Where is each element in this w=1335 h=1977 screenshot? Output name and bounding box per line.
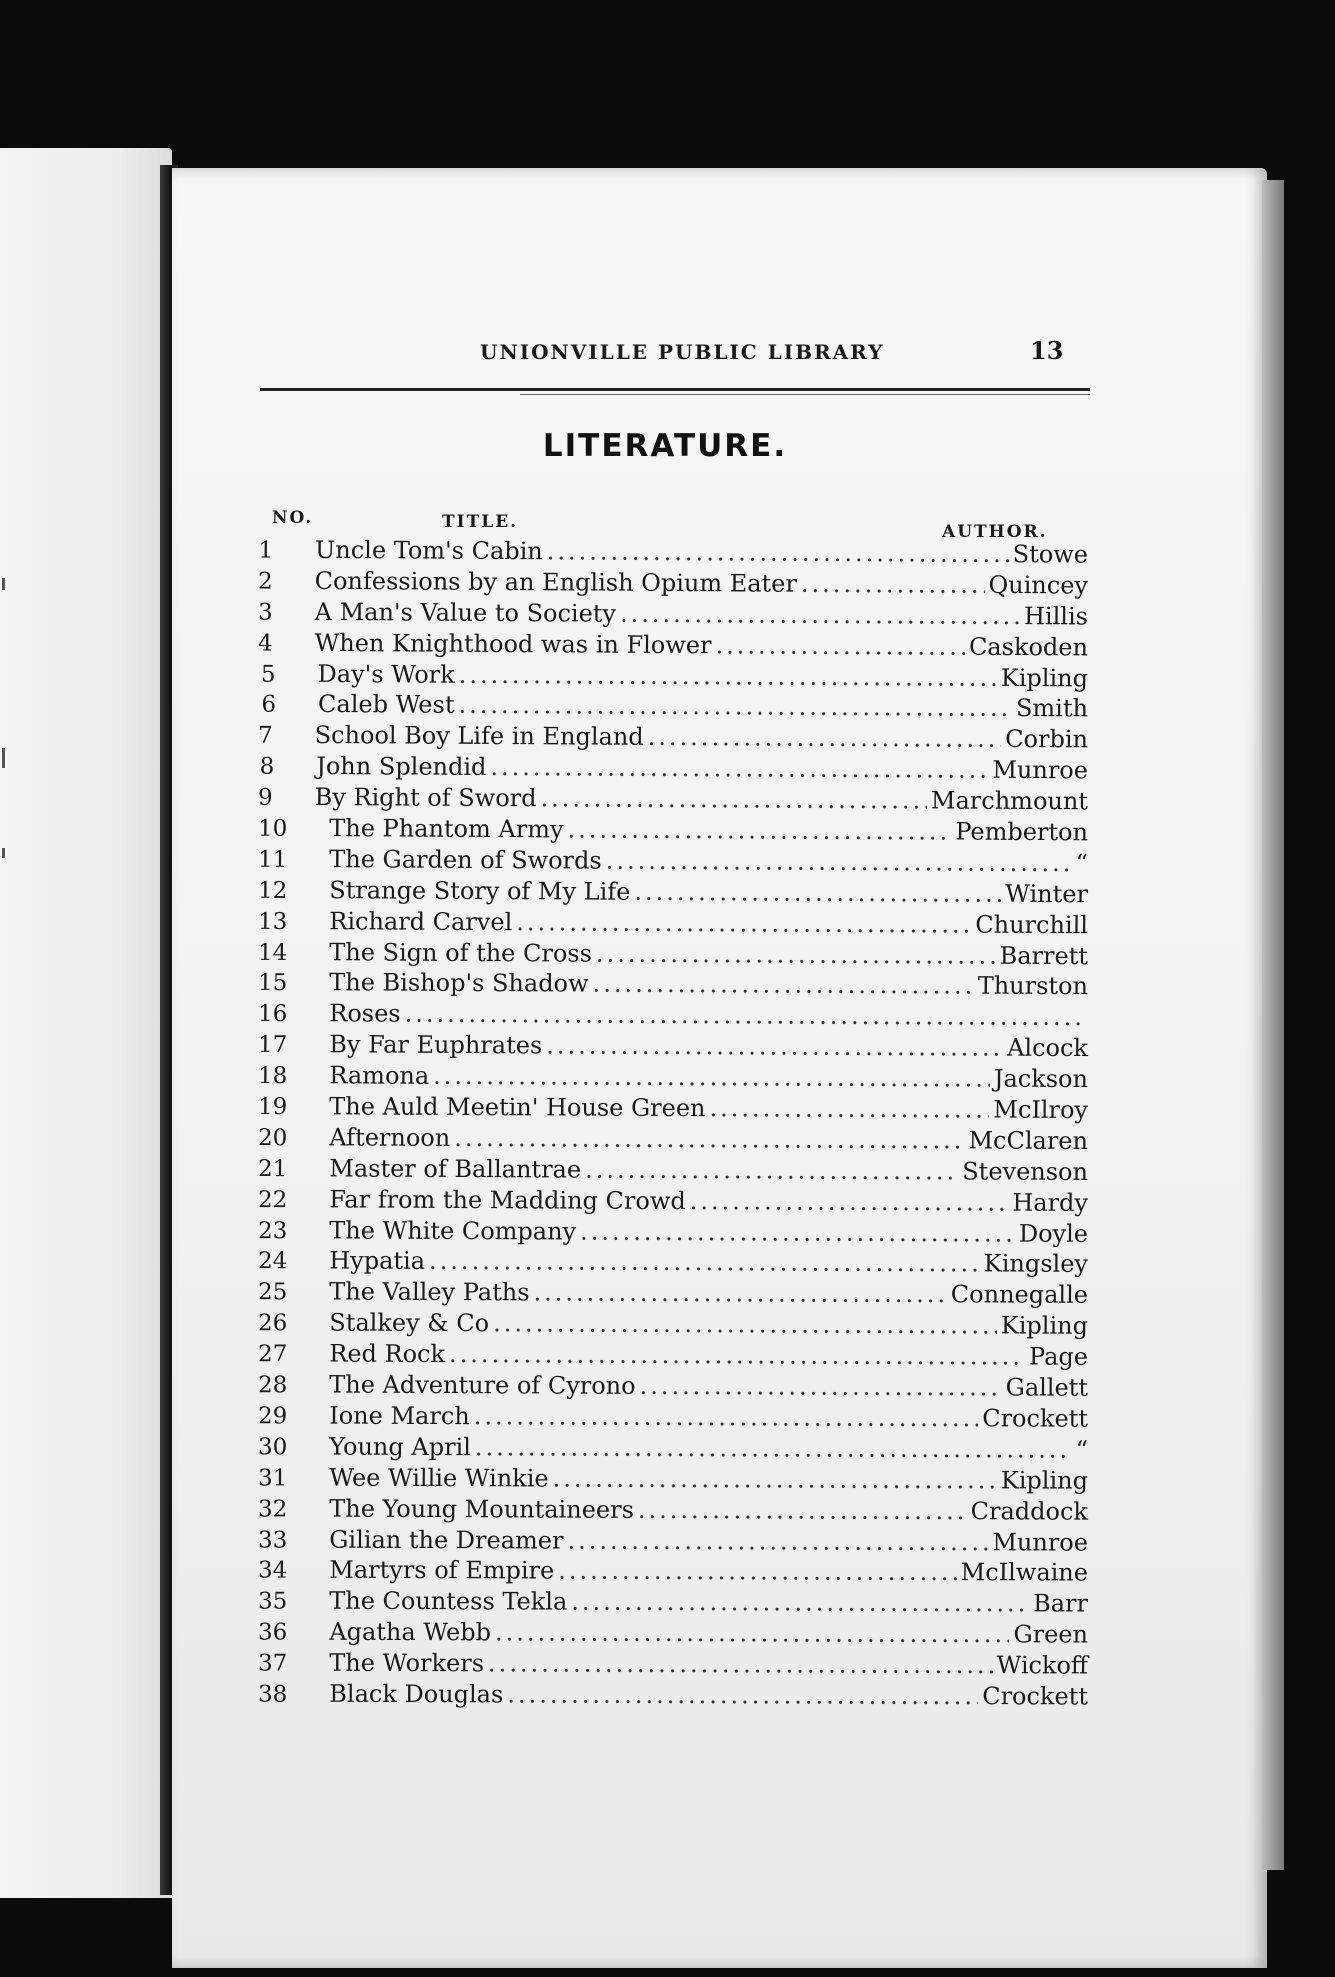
dot-leader xyxy=(458,691,1012,722)
dot-leader xyxy=(558,1557,957,1587)
page-edge xyxy=(1262,180,1284,1870)
entry-title: Martyrs of Empire xyxy=(329,1556,555,1585)
list-item xyxy=(258,1308,1088,1343)
dot-leader xyxy=(620,599,1020,629)
entry-title: The Bishop's Shadow xyxy=(329,968,589,999)
entry-number: 28 xyxy=(257,1372,288,1399)
list-item xyxy=(258,937,1088,972)
entry-title: The Young Mountaineers xyxy=(329,1494,634,1524)
entry-title: Red Rock xyxy=(329,1339,446,1369)
entry-author: McClaren xyxy=(968,1126,1089,1155)
dot-leader xyxy=(459,660,997,691)
entry-author: Corbin xyxy=(1005,725,1089,754)
entry-title: Master of Ballantrae xyxy=(329,1154,582,1184)
entry-author: Stevenson xyxy=(962,1157,1089,1186)
entry-number: 6 xyxy=(261,692,277,719)
entry-author: Connegalle xyxy=(950,1280,1089,1310)
entry-author: Munroe xyxy=(992,756,1089,785)
dot-leader xyxy=(516,908,971,938)
entry-author: Craddock xyxy=(970,1496,1089,1526)
entry-title: The Adventure of Cyrono xyxy=(329,1370,636,1400)
entry-number: 21 xyxy=(257,1155,288,1182)
dot-leader xyxy=(571,1588,1029,1618)
list-item xyxy=(258,1123,1088,1158)
dot-leader xyxy=(493,1309,997,1339)
entry-title: Uncle Tom's Cabin xyxy=(315,535,543,566)
dot-leader xyxy=(475,1433,1072,1463)
entry-number: 3 xyxy=(257,599,273,626)
entry-author: Barrett xyxy=(999,941,1089,970)
entry-number: 26 xyxy=(257,1310,288,1337)
entry-author: McIlwaine xyxy=(960,1558,1089,1587)
dot-leader xyxy=(596,939,996,969)
dot-leader xyxy=(507,1680,978,1710)
entry-title: The Auld Meetin' House Green xyxy=(329,1092,706,1123)
dot-leader xyxy=(606,847,1072,878)
list-item xyxy=(258,999,1088,1034)
entry-title: The Countess Tekla xyxy=(329,1586,568,1616)
entry-author: Kipling xyxy=(1000,663,1089,692)
facing-page-mark xyxy=(2,848,5,858)
entry-author: Green xyxy=(1013,1620,1089,1649)
entry-author: Hardy xyxy=(1012,1188,1089,1217)
list-item xyxy=(258,1278,1088,1313)
dot-leader xyxy=(585,1155,958,1185)
dot-leader xyxy=(634,878,1001,908)
entry-title: Young April xyxy=(329,1432,471,1462)
list-item xyxy=(258,1649,1088,1683)
list-item xyxy=(258,1339,1088,1373)
entry-title: Ione March xyxy=(329,1401,470,1431)
entry-author: McIlroy xyxy=(993,1095,1089,1125)
entry-number: 12 xyxy=(257,877,288,904)
dot-leader xyxy=(553,1464,997,1494)
entry-author: “ xyxy=(1075,849,1089,878)
entry-author: “ xyxy=(1075,1435,1089,1464)
entry-number: 36 xyxy=(257,1619,288,1646)
entry-title: The Workers xyxy=(329,1648,485,1678)
list-item xyxy=(258,1061,1088,1096)
list-item xyxy=(258,1463,1088,1497)
entry-author: Smith xyxy=(1015,694,1089,723)
entry-title: Stalkey & Co xyxy=(329,1308,490,1338)
column-header-no: NO. xyxy=(272,508,314,528)
entry-author: Alcock xyxy=(1007,1033,1089,1063)
entry-number: 35 xyxy=(257,1588,288,1615)
entry-title: Hypatia xyxy=(329,1246,426,1276)
dot-leader xyxy=(474,1402,979,1432)
entry-author: Jackson xyxy=(993,1064,1089,1094)
entry-title: Wee Willie Winkie xyxy=(329,1463,549,1493)
entry-author: Winter xyxy=(1005,879,1089,909)
entry-number: 27 xyxy=(257,1341,288,1368)
entry-title: By Right of Sword xyxy=(314,783,537,813)
entry-title: Day's Work xyxy=(317,659,455,689)
entry-author: Page xyxy=(1028,1342,1089,1371)
entry-author: Hillis xyxy=(1023,601,1089,631)
list-item xyxy=(258,1030,1088,1065)
list-item xyxy=(258,1587,1088,1621)
entry-number: 31 xyxy=(257,1465,288,1492)
entry-author: Wickoff xyxy=(996,1651,1089,1680)
entry-number: 14 xyxy=(257,939,288,966)
entry-number: 25 xyxy=(257,1279,288,1306)
entry-title: The Sign of the Cross xyxy=(329,937,593,968)
entry-number: 20 xyxy=(257,1124,288,1152)
entry-title: The Phantom Army xyxy=(329,814,564,844)
entry-number: 17 xyxy=(257,1032,288,1059)
entry-title: The Garden of Swords xyxy=(329,845,602,875)
entry-title: Gilian the Dreamer xyxy=(329,1525,564,1555)
header-rule-thin xyxy=(520,394,1090,395)
dot-leader xyxy=(567,1526,988,1556)
column-header-author: AUTHOR. xyxy=(942,522,1048,542)
entry-title: When Knighthood was in Flower xyxy=(314,628,712,659)
entry-number: 9 xyxy=(257,784,273,811)
page-number: 13 xyxy=(1030,336,1064,365)
entry-author: Pemberton xyxy=(955,817,1089,847)
dot-leader xyxy=(715,631,965,660)
entry-number: 37 xyxy=(257,1650,288,1677)
book-list xyxy=(257,535,1089,1712)
entry-author: Kipling xyxy=(1000,1311,1089,1341)
entry-title: Caleb West xyxy=(318,690,455,720)
dot-leader xyxy=(429,1247,980,1277)
entry-title: Far from the Madding Crowd xyxy=(329,1185,686,1215)
entry-author: Stowe xyxy=(1012,540,1089,569)
entry-author: Crockett xyxy=(982,1682,1089,1711)
entry-title: Richard Carvel xyxy=(329,906,513,936)
dot-leader xyxy=(690,1187,1009,1216)
dot-leader xyxy=(490,753,988,784)
dot-leader xyxy=(567,815,951,845)
entry-number: 8 xyxy=(259,753,275,780)
entry-title: A Man's Value to Society xyxy=(314,597,617,628)
dot-leader xyxy=(547,537,1009,568)
section-title: LITERATURE. xyxy=(542,428,788,464)
list-item xyxy=(258,1216,1088,1251)
entry-author: Crockett xyxy=(982,1404,1089,1433)
entry-number: 15 xyxy=(257,970,288,997)
entry-number: 24 xyxy=(257,1248,288,1275)
entry-author: Kingsley xyxy=(983,1249,1089,1279)
list-item xyxy=(258,1432,1088,1466)
entry-title: Agatha Webb xyxy=(329,1617,492,1647)
entry-title: Afternoon xyxy=(329,1123,451,1152)
entry-number: 30 xyxy=(257,1434,288,1461)
dot-leader xyxy=(648,723,1002,753)
entry-title: By Far Euphrates xyxy=(329,1030,543,1060)
list-item xyxy=(258,845,1088,880)
entry-number: 32 xyxy=(257,1495,288,1523)
entry-title: Roses xyxy=(329,999,401,1028)
entry-number: 2 xyxy=(257,568,273,595)
entry-author: Thurston xyxy=(977,972,1089,1001)
dot-leader xyxy=(534,1279,947,1309)
dot-leader xyxy=(488,1649,993,1679)
entry-author: Munroe xyxy=(992,1527,1089,1557)
entry-number: 29 xyxy=(257,1403,288,1430)
list-item xyxy=(258,566,1088,602)
dot-leader xyxy=(433,1062,990,1093)
dot-leader xyxy=(454,1124,964,1154)
entry-number: 23 xyxy=(257,1217,288,1244)
facing-page-mark xyxy=(2,578,5,590)
list-item xyxy=(258,876,1088,911)
list-item xyxy=(258,1154,1088,1189)
entry-number: 7 xyxy=(257,722,273,750)
dot-leader xyxy=(593,970,974,1000)
entry-number: 19 xyxy=(257,1094,288,1121)
list-item xyxy=(258,535,1088,571)
facing-page xyxy=(0,148,172,1898)
entry-title: The White Company xyxy=(329,1216,577,1246)
column-header-title: TITLE. xyxy=(442,512,519,532)
entry-title: The Valley Paths xyxy=(329,1277,530,1307)
entry-title: Confessions by an English Opium Eater xyxy=(314,566,797,598)
dot-leader xyxy=(546,1032,1003,1062)
entry-number: 16 xyxy=(257,1001,288,1028)
entry-author: Kipling xyxy=(1000,1466,1089,1495)
dot-leader xyxy=(449,1340,1025,1370)
list-item xyxy=(258,1247,1088,1282)
entry-author: Caskoden xyxy=(968,632,1089,662)
entry-number: 4 xyxy=(257,630,273,657)
entry-title: School Boy Life in England xyxy=(314,721,644,752)
entry-number: 38 xyxy=(257,1681,288,1708)
list-item xyxy=(258,1618,1088,1652)
dot-leader xyxy=(405,1000,1084,1031)
entry-title: John Splendid xyxy=(316,752,487,782)
dot-leader xyxy=(709,1094,989,1123)
entry-author: Quincey xyxy=(988,570,1089,600)
entry-number: 22 xyxy=(257,1186,288,1213)
list-item xyxy=(258,628,1088,664)
list-item xyxy=(258,968,1088,1003)
entry-number: 11 xyxy=(257,846,288,873)
entry-author: Churchill xyxy=(975,910,1089,939)
dot-leader xyxy=(638,1495,967,1524)
list-item xyxy=(258,1401,1088,1435)
list-item xyxy=(258,752,1088,788)
dot-leader xyxy=(580,1217,1015,1247)
facing-page-mark xyxy=(2,748,5,768)
list-item xyxy=(258,1556,1088,1590)
dot-leader xyxy=(801,570,985,599)
list-item xyxy=(258,1679,1088,1713)
list-item xyxy=(258,1370,1088,1404)
entry-number: 33 xyxy=(257,1526,288,1554)
list-item xyxy=(258,1185,1088,1220)
entry-number: 5 xyxy=(260,661,276,688)
list-item xyxy=(258,783,1088,818)
entry-author: Gallett xyxy=(1005,1373,1089,1402)
entry-number: 13 xyxy=(257,908,288,935)
list-item xyxy=(258,597,1088,633)
running-header: UNIONVILLE PUBLIC LIBRARY xyxy=(480,340,885,364)
entry-number: 34 xyxy=(257,1557,288,1584)
dot-leader xyxy=(495,1619,1010,1649)
list-item xyxy=(258,1494,1088,1528)
list-item xyxy=(258,814,1088,849)
entry-number: 1 xyxy=(258,537,274,564)
entry-number: 18 xyxy=(257,1063,288,1090)
entry-title: Strange Story of My Life xyxy=(329,875,631,906)
entry-author: Marchmount xyxy=(930,786,1089,816)
list-item xyxy=(258,907,1088,942)
entry-author: Doyle xyxy=(1018,1219,1089,1248)
list-item xyxy=(258,721,1088,757)
entry-title: Black Douglas xyxy=(329,1679,504,1709)
dot-leader xyxy=(540,784,927,814)
entry-number: 10 xyxy=(257,815,288,842)
entry-title: Ramona xyxy=(329,1061,430,1090)
dot-leader xyxy=(640,1372,1002,1402)
entry-author: Barr xyxy=(1033,1589,1089,1618)
list-item xyxy=(258,1525,1088,1559)
header-rule xyxy=(260,388,1090,391)
list-item xyxy=(258,1092,1088,1127)
